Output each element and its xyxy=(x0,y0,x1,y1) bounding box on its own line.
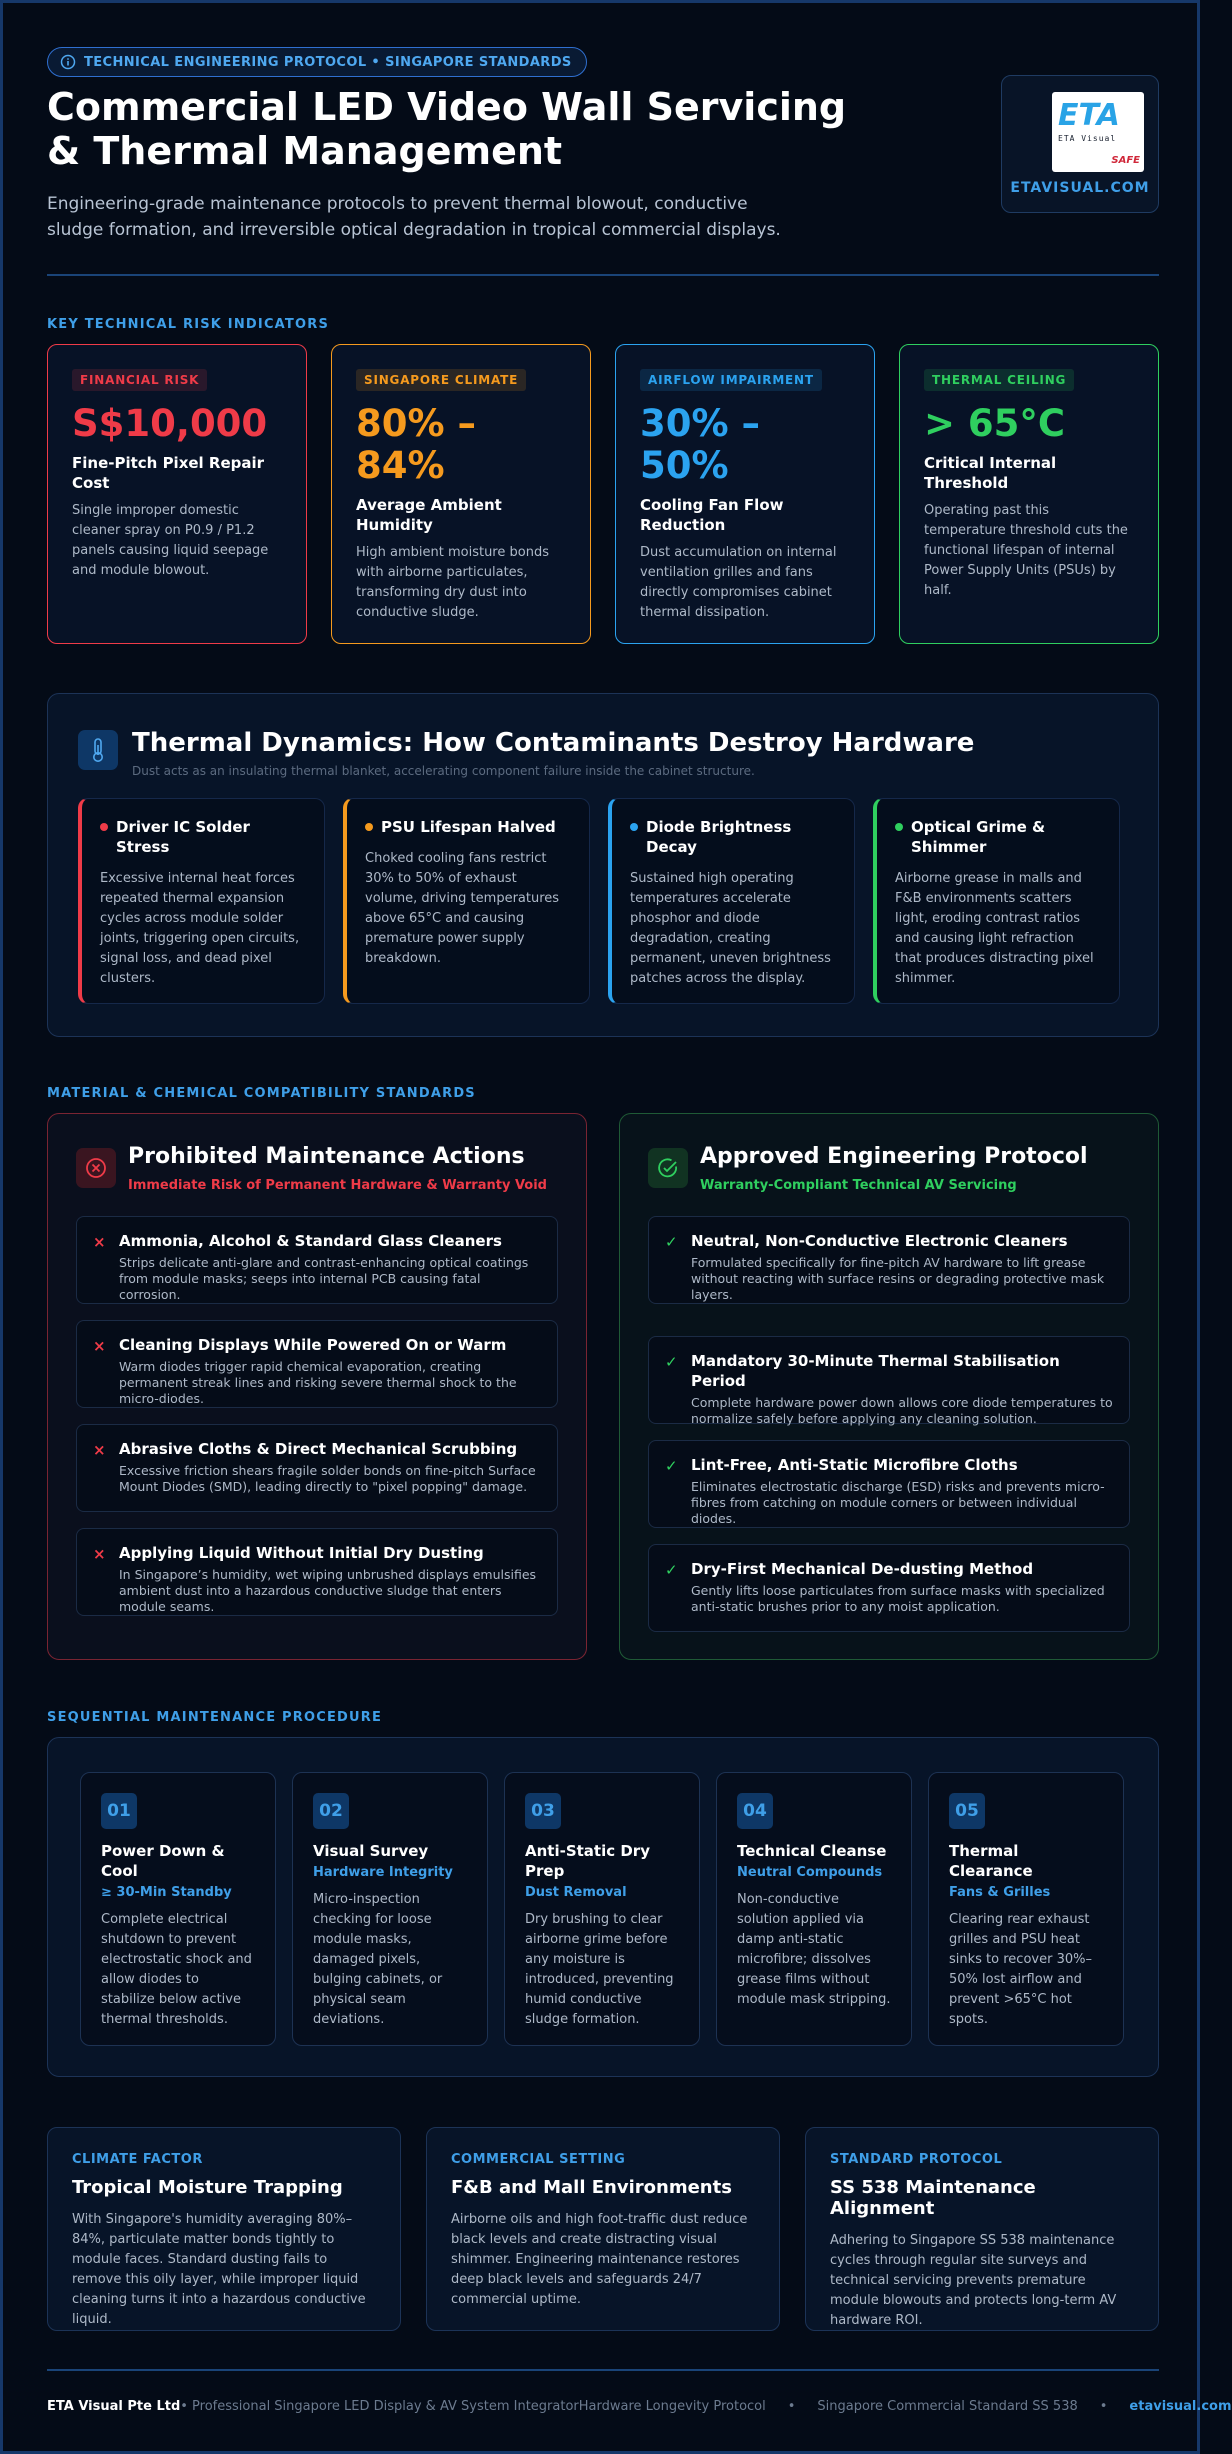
footer-company: ETA Visual Pte Ltd xyxy=(47,2398,181,2414)
check-icon: ✓ xyxy=(665,1561,678,1579)
step-number: 01 xyxy=(101,1793,137,1829)
step-description: Dry brushing to clear airborne grime before any moisture is introduced, preventing humid conductive sludge formation. xyxy=(525,1912,674,2027)
risk-card xyxy=(899,344,1159,644)
thermal-item-title: Driver IC Solder Stress xyxy=(116,818,250,856)
step-subtitle: Hardware Integrity xyxy=(313,1865,453,1880)
prohibited-item-title: Applying Liquid Without Initial Dry Dusting xyxy=(119,1544,484,1562)
logo-tagline: ETA Visual xyxy=(1058,134,1117,143)
page-title: Commercial LED Video Wall Servicing & Thermal Management xyxy=(47,85,847,173)
approved-icon xyxy=(648,1148,688,1188)
risk-value: > 65°C xyxy=(924,402,1066,445)
thermal-item-title: Diode Brightness Decay xyxy=(646,818,792,856)
logo-url[interactable]: ETAVISUAL.COM xyxy=(1010,180,1150,196)
procedure-step xyxy=(928,1772,1124,2046)
risk-description: Single improper domestic cleaner spray on P0.9 / P1.2 panels causing liquid seepage and module blowout. xyxy=(72,503,269,578)
thermal-dynamics-panel xyxy=(47,693,1159,1037)
procedure-panel xyxy=(47,1737,1159,2077)
factor-title: SS 538 Maintenance Alignment xyxy=(830,2177,1036,2219)
approved-item-description: Complete hardware power down allows core diode temperatures to normalize safely before applying any cleaning solution. xyxy=(691,1395,1113,1426)
footer-separator: • xyxy=(787,2398,796,2414)
thermal-item-description: Excessive internal heat forces repeated thermal expansion cycles across module solder joints, triggering open circuits, signal loss, and dead pixel clusters. xyxy=(100,871,300,986)
step-description: Complete electrical shutdown to prevent electrostatic shock and allow diodes to stabilize below active thermal thresholds. xyxy=(101,1912,252,2027)
thermal-title: Thermal Dynamics: How Contaminants Destroy Hardware xyxy=(132,728,975,758)
step-description: Clearing rear exhaust grilles and PSU heat sinks to recover 30%–50% lost airflow and prevent >65°C hot spots. xyxy=(949,1912,1092,2027)
risk-title: Critical Internal Threshold xyxy=(924,454,1057,492)
step-description: Micro-inspection checking for loose module masks, damaged pixels, bulging cabinets, or physical seam deviations. xyxy=(313,1892,443,2027)
risk-section-label: KEY TECHNICAL RISK INDICATORS xyxy=(47,317,330,332)
factor-label: STANDARD PROTOCOL xyxy=(830,2152,1003,2167)
approved-item xyxy=(648,1440,1130,1528)
thermal-item xyxy=(873,798,1120,1004)
thermal-item-description: Airborne grease in malls and F&B environments scatters light, eroding contrast ratios and causing light refraction that produces distracting pixel shimmer. xyxy=(895,871,1094,986)
thermal-item-title-row xyxy=(895,817,1103,857)
factor-description: With Singapore's humidity averaging 80%–84%, particulate matter bonds tightly to module faces. Standard dusting fails to remove this oily layer, while improper liquid cleaning turns it into a hazardous conductive liquid. xyxy=(72,2212,366,2327)
prohibited-item-title: Cleaning Displays While Powered On or Warm xyxy=(119,1336,507,1354)
approved-item xyxy=(648,1336,1130,1424)
status-dot-icon xyxy=(630,823,638,831)
cross-icon: × xyxy=(93,1545,106,1563)
approved-panel xyxy=(619,1113,1159,1660)
thermal-item-title-row xyxy=(365,817,573,837)
thermal-item xyxy=(78,798,325,1004)
thermal-item-description: Sustained high operating temperatures accelerate phosphor and diode degradation, creating permanent, uneven brightness patches across the display. xyxy=(630,871,831,986)
step-number: 04 xyxy=(737,1793,773,1829)
approved-item-title: Neutral, Non-Conductive Electronic Cleaners xyxy=(691,1232,1068,1250)
page-subtitle: Engineering-grade maintenance protocols to prevent thermal blowout, conductive sludge formation, and irreversible optical degradation in tropical commercial displays. xyxy=(47,194,781,240)
risk-title: Fine-Pitch Pixel Repair Cost xyxy=(72,454,265,492)
risk-description: Dust accumulation on internal ventilation grilles and fans directly compromises cabinet thermal dissipation. xyxy=(640,545,837,620)
thermal-item-title-row xyxy=(630,817,838,857)
thermal-item xyxy=(608,798,855,1004)
prohibited-item xyxy=(76,1424,558,1512)
risk-tag: SINGAPORE CLIMATE xyxy=(356,369,526,391)
factor-label: COMMERCIAL SETTING xyxy=(451,2152,626,2167)
procedure-step xyxy=(80,1772,276,2046)
prohibited-item-title: Ammonia, Alcohol & Standard Glass Cleaners xyxy=(119,1232,502,1250)
risk-tag: AIRFLOW IMPAIRMENT xyxy=(640,369,822,391)
step-subtitle: ≥ 30-Min Standby xyxy=(101,1885,232,1900)
risk-tag: FINANCIAL RISK xyxy=(72,369,207,391)
step-description: Non-conductive solution applied via damp anti-static microfibre; dissolves grease films without module mask stripping. xyxy=(737,1892,891,2007)
check-icon: ✓ xyxy=(665,1353,678,1371)
step-title: Thermal Clearance xyxy=(949,1842,1033,1880)
factor-description: Airborne oils and high foot-traffic dust reduce black levels and create distracting visual shimmer. Engineering maintenance restores deep black levels and safeguards 24/7 commercial uptime. xyxy=(451,2212,748,2307)
approved-item-title: Lint-Free, Anti-Static Microfibre Cloths xyxy=(691,1456,1018,1474)
risk-description: Operating past this temperature threshold cuts the functional lifespan of internal Power Supply Units (PSUs) by half. xyxy=(924,503,1128,598)
approved-item-title: Dry-First Mechanical De-dusting Method xyxy=(691,1560,1034,1578)
check-icon: ✓ xyxy=(665,1233,678,1251)
risk-card xyxy=(615,344,875,644)
logo-card[interactable] xyxy=(1001,75,1159,213)
footer-separator: • xyxy=(1099,2398,1108,2414)
thermal-item-title-row xyxy=(100,817,308,857)
risk-card xyxy=(331,344,591,644)
check-icon: ✓ xyxy=(665,1457,678,1475)
step-subtitle: Neutral Compounds xyxy=(737,1865,883,1880)
cross-icon: × xyxy=(93,1337,106,1355)
badge-text: TECHNICAL ENGINEERING PROTOCOL • SINGAPORE STANDARDS xyxy=(84,54,572,70)
procedure-step xyxy=(716,1772,912,2046)
footer-standard: Singapore Commercial Standard SS 538 xyxy=(817,2398,1078,2414)
approved-item-title: Mandatory 30-Minute Thermal Stabilisation Period xyxy=(691,1352,1060,1390)
prohibited-item-description: In Singapore’s humidity, wet wiping unbrushed displays emulsifies ambient dust into a hazardous conductive sludge that enters module seams. xyxy=(119,1567,537,1614)
step-title: Anti-Static Dry Prep xyxy=(525,1842,650,1880)
risk-description: High ambient moisture bonds with airborne particulates, transforming dry dust into conductive sludge. xyxy=(356,545,549,620)
info-icon xyxy=(60,54,76,70)
approved-item-description: Eliminates electrostatic discharge (ESD) risks and prevents micro-fibres from catching on module corners or between individual diodes. xyxy=(691,1479,1105,1526)
logo-mark: ETA xyxy=(1058,98,1120,133)
factor-title: Tropical Moisture Trapping xyxy=(72,2177,343,2198)
risk-value: 30% – 50% xyxy=(640,402,760,487)
logo-stamp: SAFE xyxy=(1111,155,1140,166)
footer-tagline: • Professional Singapore LED Display & AV System IntegratorHardware Longevity Protocol xyxy=(180,2398,766,2414)
procedure-section-label: SEQUENTIAL MAINTENANCE PROCEDURE xyxy=(47,1710,383,1725)
footer-url[interactable]: etavisual.com xyxy=(1129,2398,1232,2414)
step-number: 03 xyxy=(525,1793,561,1829)
risk-value: S$10,000 xyxy=(72,402,268,445)
status-dot-icon xyxy=(100,823,108,831)
status-dot-icon xyxy=(365,823,373,831)
prohibited-item xyxy=(76,1528,558,1616)
factor-card xyxy=(47,2127,401,2331)
thermal-item-title: PSU Lifespan Halved xyxy=(381,818,556,836)
prohibited-icon xyxy=(76,1148,116,1188)
risk-title: Average Ambient Humidity xyxy=(356,496,502,534)
prohibited-item-description: Warm diodes trigger rapid chemical evaporation, creating permanent streak lines and risking severe thermal shock to the micro-diodes. xyxy=(119,1359,517,1406)
factor-title: F&B and Mall Environments xyxy=(451,2177,732,2198)
approved-item xyxy=(648,1216,1130,1304)
approved-title: Approved Engineering Protocol xyxy=(700,1144,1088,1169)
approved-item-description: Formulated specifically for fine-pitch AV hardware to lift grease without reacting with surface resins or degrading protective mask layers. xyxy=(691,1255,1105,1302)
compat-section-label: MATERIAL & CHEMICAL COMPATIBILITY STANDARDS xyxy=(47,1086,476,1101)
step-number: 05 xyxy=(949,1793,985,1829)
prohibited-item-title: Abrasive Cloths & Direct Mechanical Scrubbing xyxy=(119,1440,518,1458)
footer xyxy=(47,2396,1232,2416)
step-subtitle: Fans & Grilles xyxy=(949,1885,1051,1900)
prohibited-item-description: Excessive friction shears fragile solder bonds on fine-pitch Surface Mount Diodes (SMD), leading directly to "pixel popping" damage. xyxy=(119,1463,536,1494)
protocol-badge xyxy=(47,47,587,77)
procedure-step xyxy=(504,1772,700,2046)
thermal-item-description: Choked cooling fans restrict 30% to 50% of exhaust volume, driving temperatures above 65°C and causing premature power supply breakdown. xyxy=(365,851,560,966)
header-divider xyxy=(47,274,1159,276)
step-number: 02 xyxy=(313,1793,349,1829)
status-dot-icon xyxy=(895,823,903,831)
approved-item-description: Gently lifts loose particulates from surface masks with specialized anti-static brushes prior to any moist application. xyxy=(691,1583,1105,1614)
risk-tag: THERMAL CEILING xyxy=(924,369,1074,391)
thermal-item-title: Optical Grime & Shimmer xyxy=(911,818,1046,856)
step-title: Power Down & Cool xyxy=(101,1842,225,1880)
thermometer-icon xyxy=(78,730,118,770)
risk-value: 80% – 84% xyxy=(356,402,476,487)
risk-title: Cooling Fan Flow Reduction xyxy=(640,496,784,534)
cross-icon: × xyxy=(93,1441,106,1459)
prohibited-item xyxy=(76,1216,558,1304)
step-title: Technical Cleanse xyxy=(737,1842,887,1860)
risk-card xyxy=(47,344,307,644)
approved-subtitle: Warranty-Compliant Technical AV Servicing xyxy=(700,1178,1017,1193)
step-title: Visual Survey xyxy=(313,1842,429,1860)
thermal-item xyxy=(343,798,590,1004)
cross-icon: × xyxy=(93,1233,106,1251)
approved-item xyxy=(648,1544,1130,1632)
thermal-subtitle: Dust acts as an insulating thermal blanket, accelerating component failure inside the cabinet structure. xyxy=(132,764,755,778)
prohibited-item-description: Strips delicate anti-glare and contrast-enhancing optical coatings from module masks; seeps into internal PCB causing fatal corrosion. xyxy=(119,1255,529,1302)
footer-divider xyxy=(47,2369,1159,2371)
prohibited-item xyxy=(76,1320,558,1408)
prohibited-title: Prohibited Maintenance Actions xyxy=(128,1144,525,1169)
prohibited-panel xyxy=(47,1113,587,1660)
factor-card xyxy=(805,2127,1159,2331)
procedure-step xyxy=(292,1772,488,2046)
factor-description: Adhering to Singapore SS 538 maintenance cycles through regular site surveys and technical servicing prevents premature module blowouts and protects long-term AV hardware ROI. xyxy=(830,2233,1117,2328)
step-subtitle: Dust Removal xyxy=(525,1885,627,1900)
prohibited-subtitle: Immediate Risk of Permanent Hardware & Warranty Void xyxy=(128,1178,547,1193)
company-logo xyxy=(1052,92,1144,172)
factor-card xyxy=(426,2127,780,2331)
factor-label: CLIMATE FACTOR xyxy=(72,2152,203,2167)
